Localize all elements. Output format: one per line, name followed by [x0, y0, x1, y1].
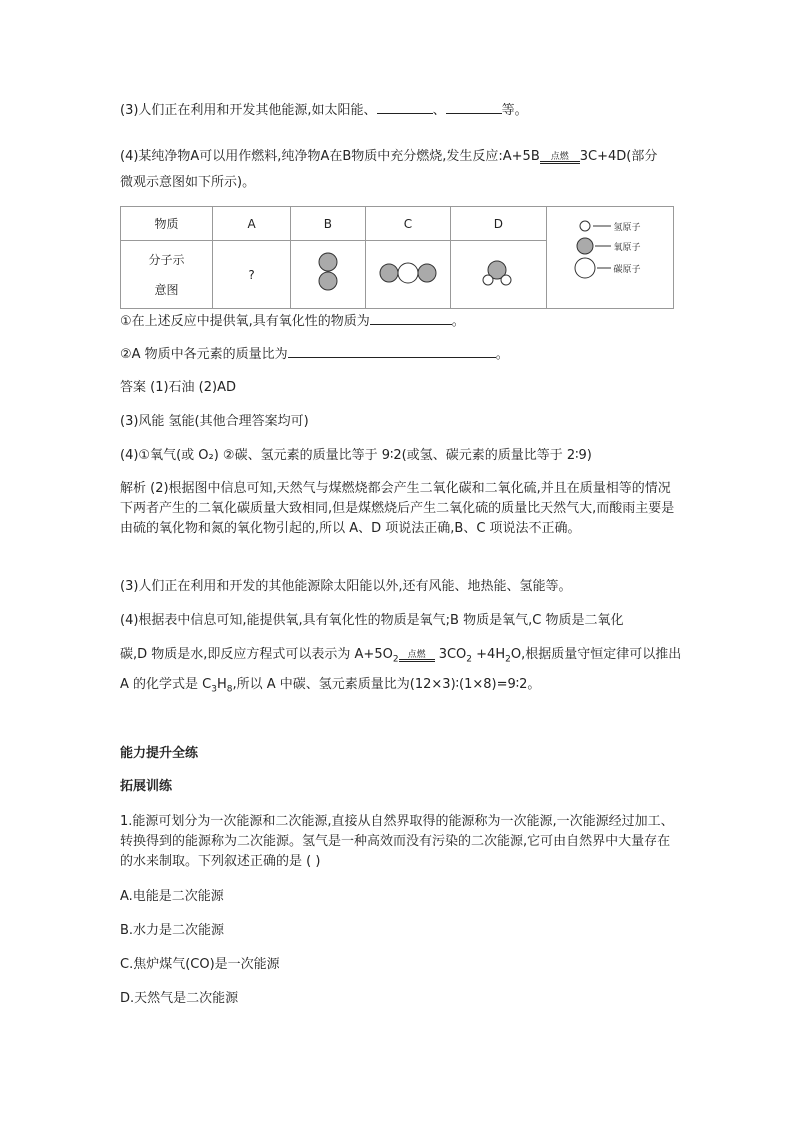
- legend-oxygen: 氧原子: [613, 243, 641, 253]
- answer-blank[interactable]: [446, 100, 502, 114]
- header-a: A: [213, 207, 291, 241]
- header-substance: 物质: [121, 207, 213, 241]
- section-subtitle: 拓展训练: [120, 779, 173, 794]
- question-1-stem: 1.能源可划分为一次能源和二次能源,直接从自然界取得的能源称为一次能源,一次能源经过加工、转换得到的能源称为二次能源。氢气是一种高效而没有污染的二次能源,它可由自然界中大量存在的水来制取。下列叙述正确的是 ( ): [120, 814, 674, 869]
- sub-question-1: ①在上述反应中提供氧,具有氧化性的物质为 。: [120, 311, 465, 331]
- option-a[interactable]: A.电能是二次能源: [120, 889, 224, 904]
- answer-blank[interactable]: [377, 100, 433, 114]
- row-label: 分子示 意图: [121, 241, 213, 309]
- header-b: B: [291, 207, 365, 241]
- section-title: 能力提升全练: [120, 746, 199, 761]
- answer-line-2: (3)风能 氢能(其他合理答案均可): [120, 414, 309, 429]
- molecule-b: [291, 241, 365, 309]
- option-d[interactable]: D.天然气是二次能源: [120, 991, 239, 1006]
- answer-blank[interactable]: [370, 311, 452, 325]
- answer-blank[interactable]: [288, 344, 496, 358]
- legend-carbon: 碳原子: [613, 265, 641, 275]
- molecule-d: [451, 241, 546, 309]
- analysis-paragraph-1: 解析 (2)根据图中信息可知,天然气与煤燃烧都会产生二氧化碳和二氧化硫,并且在质量相等的情况下两者产生的二氧化碳质量大致相同,但是煤燃烧后产生二氧化硫的质量比天然气大,而酸雨主要是由硫的氧化物和氮的氧化物引起的,所以 A、D 项说法正确,B、C 项说法不正确。: [120, 481, 675, 536]
- answer-line-3: (4)①氧气(或 O₂) ②碳、氢元素的质量比等于 9∶2(或氢、碳元素的质量比等于 2∶9): [120, 448, 592, 463]
- carbon-dioxide-molecule-icon: [378, 261, 438, 285]
- molecule-table: [120, 206, 674, 309]
- oxygen-atom-icon: [577, 238, 593, 254]
- carbon-atom-icon: [575, 258, 595, 278]
- sub-question-2: ②A 物质中各元素的质量比为 。: [120, 344, 509, 364]
- question-4-line1: (4)某纯净物A可以用作燃料,纯净物A在B物质中充分燃烧,发生反应:A+5B 点燃 3C+4D(部分: [120, 149, 658, 164]
- answer-line-1: 答案 (1)石油 (2)AD: [120, 380, 236, 395]
- legend-svg: [547, 207, 675, 307]
- question-4-line2: 微观示意图如下所示)。: [120, 175, 256, 190]
- molecule-c: [365, 241, 451, 309]
- header-d: D: [451, 207, 546, 241]
- analysis-paragraph-3-line3: A 的化学式是 $C_3H_8$,所以 A 中碳、氢元素质量比为(12×3)∶(1×8)=9∶2。: [120, 677, 541, 695]
- analysis-paragraph-3-line2: 碳,D 物质是水,即反应方程式可以表示为 $A+5O_2$ 点燃 $3CO_2 +4H_2O$,根据质量守恒定律可以推出: [120, 647, 682, 665]
- header-c: C: [365, 207, 451, 241]
- legend-hydrogen: 氢原子: [613, 223, 641, 233]
- molecule-a-unknown: ?: [213, 241, 291, 309]
- option-b[interactable]: B.水力是二次能源: [120, 923, 225, 938]
- hydrogen-atom-icon: [580, 221, 590, 231]
- atom-legend: [546, 207, 673, 309]
- water-molecule-icon: [480, 258, 516, 288]
- oxygen-molecule-icon: [316, 251, 340, 295]
- analysis-paragraph-2: (3)人们正在利用和开发的其他能源除太阳能以外,还有风能、地热能、氢能等。: [120, 579, 572, 594]
- option-c[interactable]: C.焦炉煤气(CO)是一次能源: [120, 957, 280, 972]
- analysis-paragraph-3-line1: (4)根据表中信息可知,能提供氧,具有氧化性的物质是氧气;B 物质是氧气,C 物质是二氧化: [120, 613, 624, 628]
- question-3: (3)人们正在利用和开发其他能源,如太阳能、 、 等。: [120, 100, 528, 120]
